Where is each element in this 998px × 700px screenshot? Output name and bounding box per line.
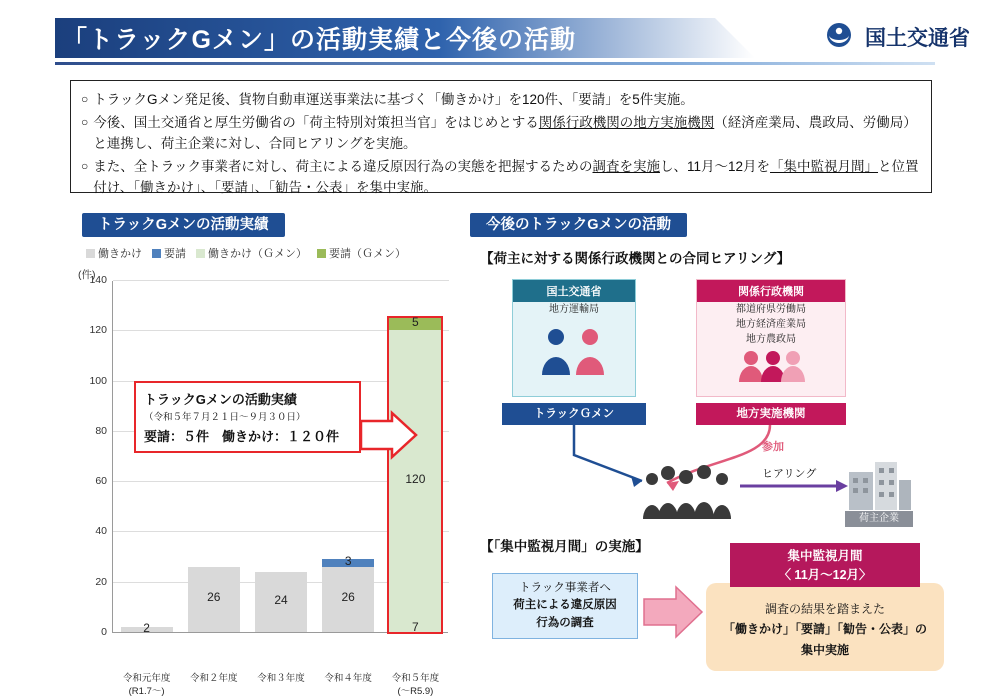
tag-truck-gmen: トラックＧメン <box>502 403 646 425</box>
org-box-mlit <box>512 279 636 397</box>
chart-legend <box>86 245 462 261</box>
org-line: 地方農政局 <box>746 334 796 345</box>
right-head-2: 【「集中監視月間」の実施】 <box>480 539 649 554</box>
summary-text-part: し、11月～12月を <box>659 158 771 174</box>
annotation-line-3: 要請：５件 働きかけ：１２０件 <box>144 429 340 444</box>
y-axis-tick: 60 <box>95 475 107 488</box>
right-panel <box>462 243 982 693</box>
legend-item <box>152 245 186 261</box>
label-join: 参加 <box>762 441 784 453</box>
y-axis-tick: 140 <box>89 274 107 286</box>
mlit-logo-icon <box>826 22 852 54</box>
bar-segment <box>121 620 173 635</box>
legend-item <box>86 245 142 261</box>
org-box-related <box>696 279 846 397</box>
summary-item <box>81 90 921 111</box>
bar-segment <box>389 330 441 632</box>
survey-line-2: 荷主による違反原因 <box>513 599 617 612</box>
summary-item <box>81 113 921 155</box>
bar-segment <box>322 553 374 568</box>
chart-unit-label: (件) <box>78 269 96 281</box>
summary-text-part: 今後、国土交通省と厚生労働省の「荷主特別対策担当官」をはじめとする <box>93 114 539 130</box>
ministry-name <box>826 22 970 54</box>
org-line: 地方経済産業局 <box>736 319 806 330</box>
focus-line-2: 「働きかけ」「要請」「勧告・公表」の <box>722 622 927 637</box>
summary-text-part: （経済産業局、農政局、労働局）と連携し、荷主企業に対し、合同ヒアリングを実施。 <box>93 114 917 151</box>
summary-text-underline: 調査を実施 <box>592 158 660 174</box>
bar-segment <box>255 572 307 632</box>
page-header <box>0 0 998 72</box>
focus-line-3: 集中実施 <box>800 642 849 657</box>
page-title: 「トラックGメン」の活動実績と今後の活動 <box>62 26 576 54</box>
summary-text-part: トラックGメン発足後、貨物自動車運送事業法に基づく「働きかけ」を120件、「要請」を5件実施。 <box>93 92 694 107</box>
survey-box <box>492 573 638 639</box>
bar-value-label: 120 <box>405 472 426 487</box>
bar-value-label: 26 <box>341 590 355 605</box>
legend-label: 働きかけ <box>98 248 142 260</box>
bar-group <box>322 553 374 632</box>
bar-value-label: 5 <box>412 315 419 330</box>
legend-label: 要請（Ｇメン） <box>329 248 406 260</box>
bar-value-label: 26 <box>207 590 221 605</box>
y-axis-tick: 80 <box>95 424 107 437</box>
x-axis-label-line: 令和元年度 <box>122 673 171 684</box>
y-axis-tick: 100 <box>89 374 107 387</box>
x-axis-label <box>114 673 180 699</box>
bar-segment <box>188 567 240 632</box>
right-head-1: 【荷主に対する関係行政機関との合同ヒアリング】 <box>480 251 791 266</box>
focus-line-1: 調査の結果を踏まえた <box>764 602 885 616</box>
x-axis-label-line: 令和２年度 <box>190 673 238 684</box>
x-axis-label-line: (～R5.9) <box>397 685 434 697</box>
legend-item <box>317 245 406 261</box>
label-hearing: ヒアリング <box>762 468 817 480</box>
summary-text <box>93 113 921 155</box>
bullet-icon: ○ <box>81 158 89 173</box>
focus-result-box <box>706 583 944 671</box>
building-icon <box>845 458 913 510</box>
section-title-left: トラックGメンの活動実績 <box>82 213 285 237</box>
bar-group <box>188 567 240 632</box>
y-axis-tick: 120 <box>89 324 107 337</box>
bar-group <box>389 315 441 634</box>
chart-annotation <box>134 381 361 453</box>
bullet-icon: ○ <box>81 92 89 106</box>
section-title-right: 今後のトラックGメンの活動 <box>470 213 687 237</box>
legend-item <box>196 245 307 261</box>
summary-text <box>93 157 921 199</box>
bar-group <box>121 620 173 635</box>
focus-header-line-1: 集中監視月間 <box>787 549 863 563</box>
bar-value-label: 24 <box>274 592 288 607</box>
x-axis-label-line: 令和３年度 <box>257 673 305 684</box>
x-axis-label-line: 令和５年度 <box>391 673 440 684</box>
annotation-line-1: トラックGメンの活動実績 <box>144 392 297 407</box>
survey-line-1: トラック事業者へ <box>519 582 611 594</box>
summary-item <box>81 157 921 199</box>
shipper-label: 荷主企業 <box>845 511 913 527</box>
annotation-line-2: （令和５年７月２１日～９月３０日） <box>144 412 306 423</box>
legend-swatch <box>152 249 161 258</box>
y-axis-tick: 0 <box>101 626 107 638</box>
people-icon <box>731 349 811 383</box>
summary-box <box>70 80 932 193</box>
summary-text-part: と位置付け、「働きかけ」、「要請」、「勧告・公表」を集中実施。 <box>93 158 919 195</box>
summary-text <box>93 90 921 111</box>
legend-swatch <box>317 249 326 258</box>
x-axis-label <box>181 673 247 686</box>
legend-label: 働きかけ（Ｇメン） <box>208 248 307 260</box>
x-axis-label <box>248 673 314 686</box>
tag-local-agency: 地方実施機関 <box>696 403 846 425</box>
focus-header-line-2: 〈 11月～12月〉 <box>778 567 872 582</box>
survey-line-3: 行為の調査 <box>536 616 594 629</box>
y-axis-tick: 20 <box>95 575 107 588</box>
header-divider <box>55 62 935 65</box>
chart-container <box>72 245 462 697</box>
chart-plot-area <box>89 274 448 697</box>
pink-arrow-icon <box>642 583 704 641</box>
bar-segment <box>322 567 374 632</box>
org-line: 都道府県労働局 <box>736 304 806 315</box>
summary-text-underline: 「集中監視月間」 <box>770 158 879 174</box>
org-title-related: 関係行政機関 <box>697 280 845 302</box>
org-title-mlit: 国土交通省 <box>513 280 635 302</box>
bullet-icon: ○ <box>81 114 89 129</box>
legend-swatch <box>86 249 95 258</box>
x-axis-label <box>315 673 381 686</box>
summary-text-part: また、全トラック事業者に対し、荷主による違反原因行為の実態を把握するための <box>93 158 593 174</box>
bar-segment <box>389 315 441 331</box>
people-icon <box>534 325 614 377</box>
legend-label: 要請 <box>164 248 186 260</box>
summary-text-underline: 関係行政機関の地方実施機関 <box>538 114 715 130</box>
focus-month-header <box>730 543 920 587</box>
x-axis-label <box>382 673 448 699</box>
gridline <box>113 280 449 281</box>
bar-group <box>255 572 307 632</box>
y-axis-tick: 40 <box>95 525 107 538</box>
x-axis-label-line: 令和４年度 <box>324 673 372 684</box>
org-line: 地方運輸局 <box>549 304 599 315</box>
legend-swatch <box>196 249 205 258</box>
x-axis-label-line: (R1.7～) <box>128 685 165 697</box>
bar-value-label: 3 <box>344 553 352 568</box>
crowd-icon <box>640 463 740 521</box>
bar-extra-label: 7 <box>412 620 419 634</box>
ministry-label: 国土交通省 <box>865 27 970 50</box>
bar-value-label: 2 <box>143 620 150 635</box>
